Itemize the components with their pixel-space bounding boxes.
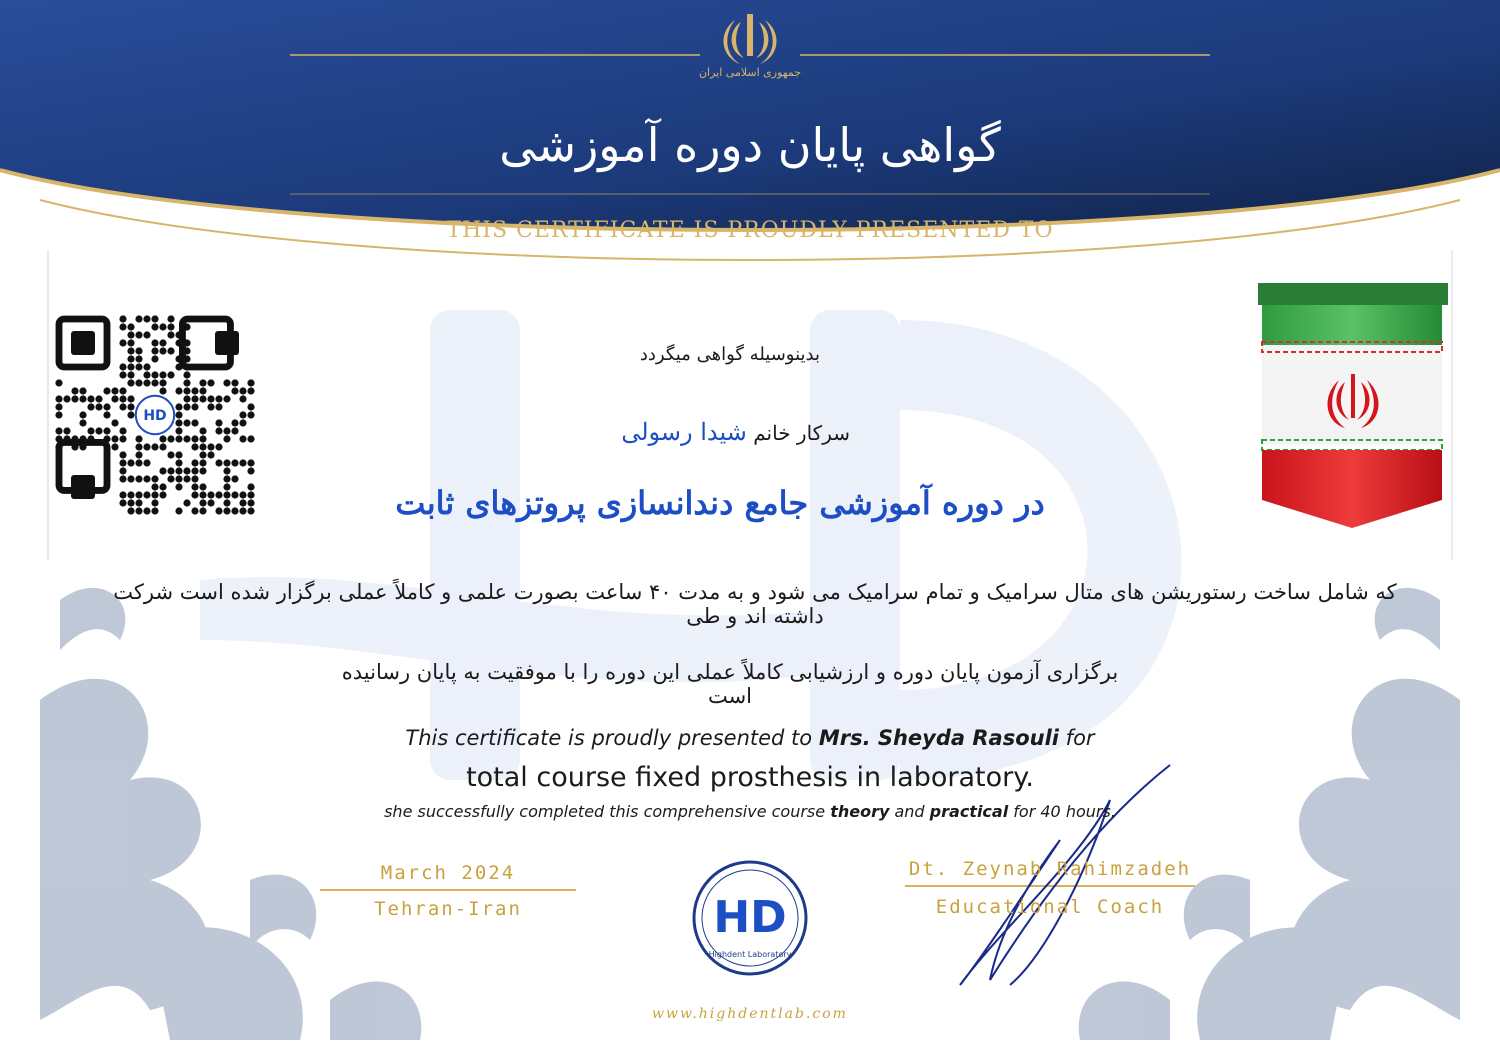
course-description-fa: که شامل ساخت رستوریشن های متال سرامیک و تمام سرامیک می شود و به مدت ۴۰ ساعت بصورت علمی و کاملاً عملی برگزار شده است شرکت داشته اند و طی [113,580,1397,628]
presented-prefix: This certificate is proudly presented to [405,726,819,750]
iran-flag-icon [1258,283,1448,528]
completion-line-en [0,802,1500,821]
hours-label: for 40 hours. [1008,802,1116,821]
recipient-line-fa [560,418,850,446]
course-title-en: total course fixed prosthesis in laboratory. [466,762,1034,793]
issue-place: Tehran-Iran [374,898,522,920]
practical-label: practical [929,802,1009,821]
theory-label: theory [830,802,890,821]
qr-logo-text: HD [143,408,167,424]
course-title-fa: در دوره آموزشی جامع دندانسازی پروتزهای ثابت [395,484,1045,522]
completion-text-a: she successfully completed this comprehensive course [384,802,831,821]
intro-line-fa: بدینوسیله گواهی میگردد [639,344,820,365]
signer-role: Educational Coach [935,896,1165,918]
seal-caption: Highdent Laboratory [708,950,792,959]
recipient-name-en: Mrs. Sheyda Rasouli [818,726,1059,750]
and-label: and [889,802,930,821]
signer-name: Dt. Zeynab Rahimzadeh [908,858,1192,880]
recipient-name-fa: شیدا رسولی [621,418,747,446]
svg-text:HD: HD [713,892,787,943]
issue-date: March 2024 [380,862,516,884]
certificate-title-fa: گواهی پایان دوره آموزشی [499,118,1001,172]
presented-line-en [0,726,1500,750]
website-link[interactable]: www.highdentlab.com [652,1006,848,1022]
qr-code-icon [55,315,254,514]
presented-suffix: for [1059,726,1095,750]
certificate-subtitle-en: THIS CERTIFICATE IS PROUDLY PRESENTED TO [446,218,1054,243]
recipient-prefix-fa: سرکار خانم [753,421,850,445]
emblem-caption: جمهوری اسلامی ایران [698,66,802,79]
completion-line-fa: برگزاری آزمون پایان دوره و ارزشیابی کاملاً عملی این دوره را با موفقیت به پایان رسانیده است [341,660,1119,708]
watermark-logo [200,310,1182,780]
